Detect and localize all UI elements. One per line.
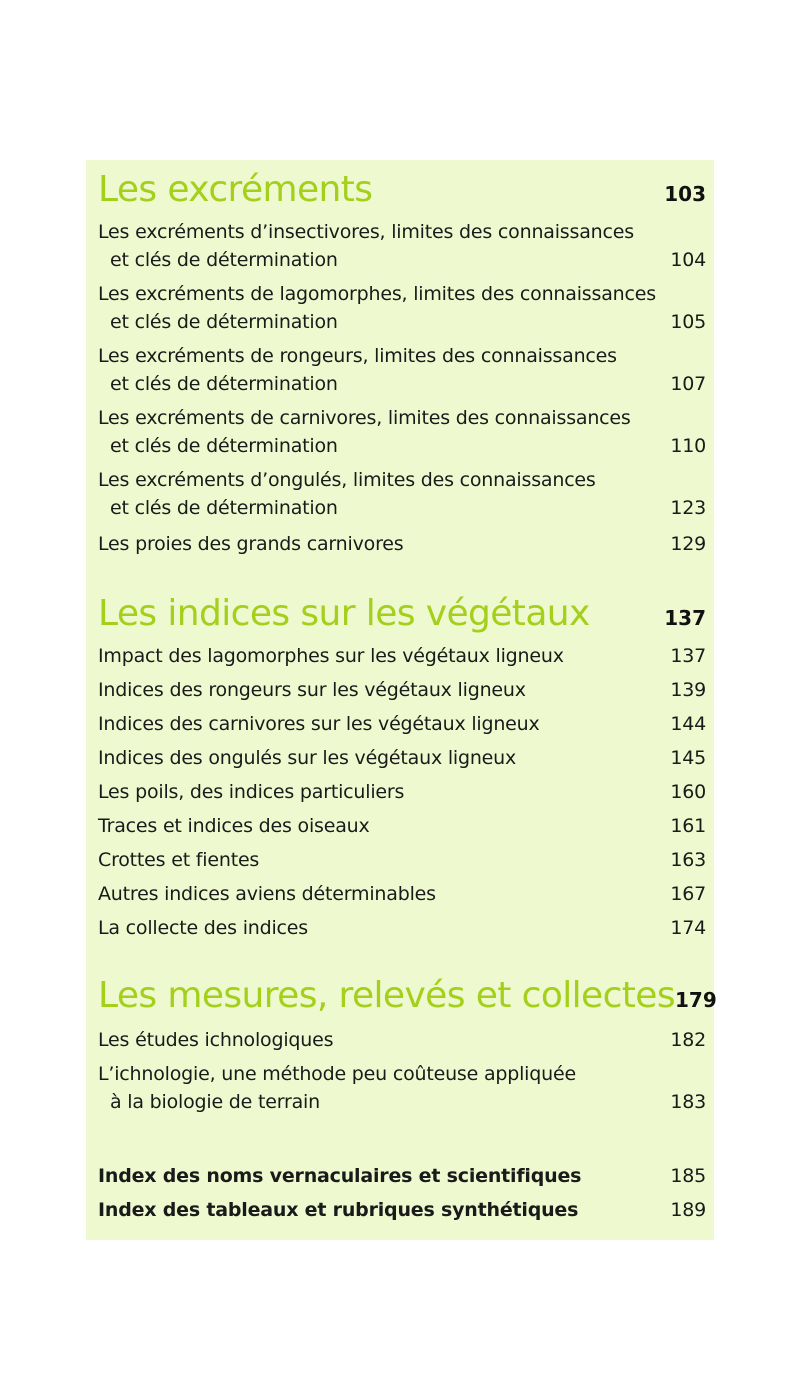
entry xyxy=(98,530,706,558)
entry-line: Les excréments de lagomorphes, limites des connaissances xyxy=(98,283,656,305)
entry-line: Les excréments de carnivores, limites des connaissances xyxy=(98,407,631,429)
section-title-label: Les mesures, relevés et collectes xyxy=(98,975,676,1016)
entry-page: 123 xyxy=(670,497,706,519)
section-title xyxy=(98,169,706,210)
entry-page: 137 xyxy=(670,645,706,667)
entry-line: L’ichnologie, une méthode peu coûteuse appliquée xyxy=(98,1063,576,1085)
entry-line: Les poils, des indices particuliers xyxy=(98,781,405,803)
section-title-page: 179 xyxy=(675,988,717,1012)
entry-page: 182 xyxy=(670,1029,706,1051)
entry xyxy=(98,846,706,874)
index-page: 185 xyxy=(670,1165,706,1187)
entry xyxy=(98,280,706,336)
entry xyxy=(98,812,706,840)
entry-line: Les excréments de rongeurs, limites des connaissances xyxy=(98,345,617,367)
section-title xyxy=(98,975,717,1016)
entry-line-indented: et clés de détermination xyxy=(110,249,338,271)
entry-page: 105 xyxy=(670,311,706,333)
entry-page: 160 xyxy=(670,781,706,803)
entry-line: Indices des carnivores sur les végétaux ligneux xyxy=(98,713,540,735)
index-entry xyxy=(98,1162,706,1190)
section-title-page: 137 xyxy=(664,606,706,630)
entry xyxy=(98,642,706,670)
entry-line-indented: et clés de détermination xyxy=(110,435,338,457)
toc-panel xyxy=(86,160,717,1240)
entry-line-indented: et clés de détermination xyxy=(110,373,338,395)
entry xyxy=(98,880,706,908)
entry-page: 104 xyxy=(670,249,706,271)
index-label: Index des tableaux et rubriques synthétiques xyxy=(98,1199,579,1221)
entry-line: Indices des ongulés sur les végétaux ligneux xyxy=(98,747,517,769)
entry xyxy=(98,342,706,398)
entry-line: Les excréments d’insectivores, limites des connaissances xyxy=(98,221,634,243)
index-entry xyxy=(98,1196,706,1224)
entry-page: 174 xyxy=(670,917,706,939)
entry-line-indented: et clés de détermination xyxy=(110,311,338,333)
entry-page: 144 xyxy=(670,713,706,735)
section-excrements xyxy=(98,169,706,210)
section-title-label: Les indices sur les végétaux xyxy=(98,593,590,634)
section-title xyxy=(98,593,706,634)
entry-page: 129 xyxy=(670,533,706,555)
entry-page: 167 xyxy=(670,883,706,905)
entry-line: La collecte des indices xyxy=(98,917,308,939)
entry-line-indented: et clés de détermination xyxy=(110,497,338,519)
entry-line: Traces et indices des oiseaux xyxy=(98,815,370,837)
section-title-label: Les excréments xyxy=(98,169,373,210)
entry-line: Les proies des grands carnivores xyxy=(98,533,404,555)
entry-page: 183 xyxy=(670,1091,706,1113)
entry-page: 145 xyxy=(670,747,706,769)
index-page: 189 xyxy=(670,1199,706,1221)
entry xyxy=(98,778,706,806)
section-title-page: 103 xyxy=(664,182,706,206)
entry-page: 110 xyxy=(670,435,706,457)
entry xyxy=(98,914,706,942)
entry xyxy=(98,676,706,704)
entry xyxy=(98,1026,706,1054)
section-mesures xyxy=(98,975,717,1016)
entry-line: Les études ichnologiques xyxy=(98,1029,334,1051)
entry-line: Autres indices aviens déterminables xyxy=(98,883,436,905)
entry-page: 107 xyxy=(670,373,706,395)
section-vegetaux xyxy=(98,593,706,634)
entry xyxy=(98,744,706,772)
entry xyxy=(98,218,706,274)
entry-page: 161 xyxy=(670,815,706,837)
entry xyxy=(98,466,706,522)
entry-line: Impact des lagomorphes sur les végétaux ligneux xyxy=(98,645,564,667)
entry xyxy=(98,404,706,460)
entry-line-indented: à la biologie de terrain xyxy=(110,1091,320,1113)
entry xyxy=(98,710,706,738)
entry-line: Indices des rongeurs sur les végétaux ligneux xyxy=(98,679,526,701)
entry-page: 139 xyxy=(670,679,706,701)
entry-line: Crottes et fientes xyxy=(98,849,260,871)
index-label: Index des noms vernaculaires et scientifiques xyxy=(98,1165,582,1187)
entry xyxy=(98,1060,706,1116)
entry-line: Les excréments d’ongulés, limites des connaissances xyxy=(98,469,596,491)
entry-page: 163 xyxy=(670,849,706,871)
